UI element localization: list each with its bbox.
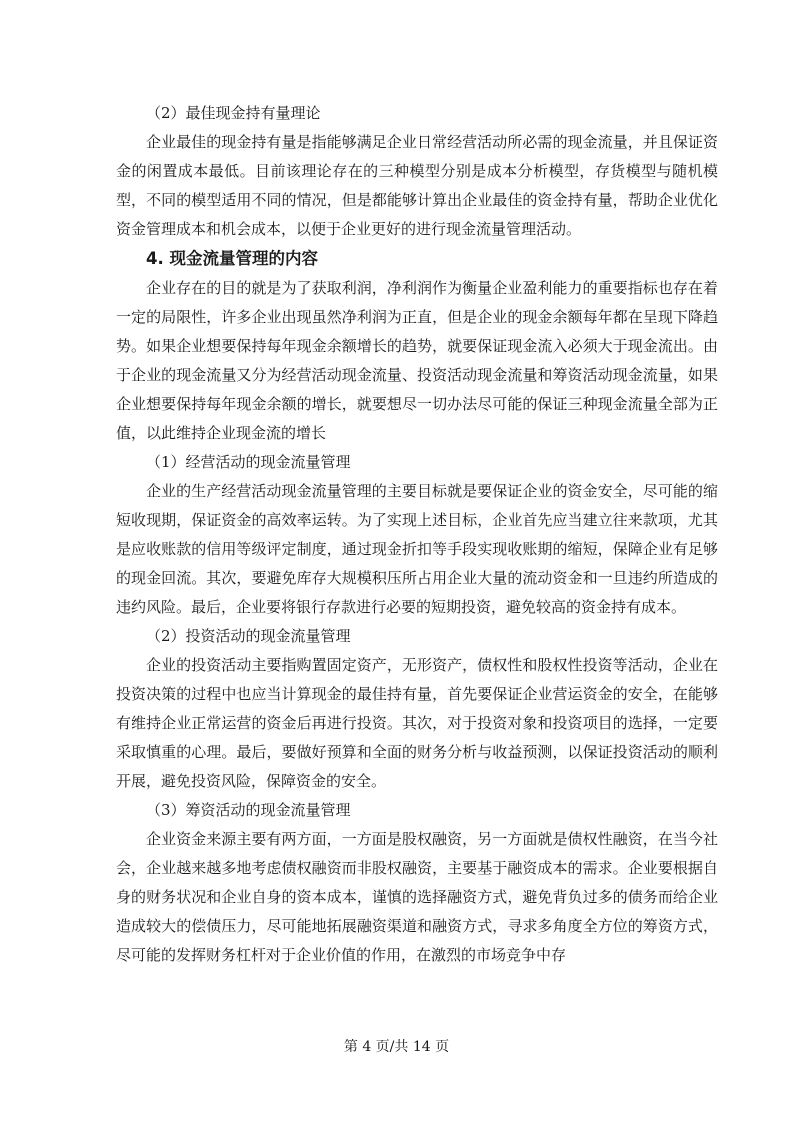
page-number-label: 第 4 页/共 14 页 — [343, 1039, 450, 1055]
subsection-title-investing: （2）投资活动的现金流量管理 — [146, 627, 351, 645]
section-heading-cash-flow-content: 4. 现金流量管理的内容 — [146, 249, 318, 268]
page-footer — [0, 1037, 793, 1057]
subsection-title-financing: （3）筹资活动的现金流量管理 — [146, 801, 351, 819]
paragraph-operating: 企业的生产经营活动现金流量管理的主要目标就是要保证企业的资金安全，尽可能的缩短收现期，保证资金的高效率运转。为了实现上述目标，企业首先应当建立往来款项，尤其是应收账款的信用等级评定制度，通过现金折扣等手段实现收账期的缩短，保障企业有足够的现金回流。其次，要避免库存大规模积压所占用企业大量的流动资金和一旦违约所造成的违约风险。最后，企业要将银行存款进行必要的短期投资，避免较高的资金持有成本。 — [116, 482, 718, 616]
paragraph-optimal-cash-theory: 企业最佳的现金持有量是指能够满足企业日常经营活动所必需的现金流量，并且保证资金的闲置成本最低。目前该理论存在的三种模型分别是成本分析模型，存货模型与随机模型，不同的模型适用不同的情况，但是都能够计算出企业最佳的资金持有量，帮助企业优化资金管理成本和机会成本，以便于企业更好的进行现金流量管理活动。 — [116, 133, 718, 238]
paragraph-investing: 企业的投资活动主要指购置固定资产，无形资产，债权性和股权性投资等活动，企业在投资决策的过程中也应当计算现金的最佳持有量，首先要保证企业营运资金的安全，在能够有维持企业正常运营的资金后再进行投资。其次，对于投资对象和投资项目的选择，一定要采取慎重的心理。最后，要做好预算和全面的财务分析与收益预测，以保证投资活动的顺利开展，避免投资风险，保障资金的安全。 — [116, 656, 718, 790]
page-content — [116, 99, 718, 970]
paragraph-financing: 企业资金来源主要有两方面，一方面是股权融资，另一方面就是债权性融资，在当今社会，企业越来越多地考虑债权融资而非股权融资，主要基于融资成本的需求。企业要根据自身的财务状况和企业自身的资本成本，谨慎的选择融资方式，避免背负过多的债务而给企业造成较大的偿债压力，尽可能地拓展融资渠道和融资方式，寻求多角度全方位的筹资方式，尽可能的发挥财务杠杆对于企业价值的作用，在激烈的市场竞争中存 — [116, 830, 718, 964]
paragraph-cash-flow-content: 企业存在的目的就是为了获取利润，净利润作为衡量企业盈利能力的重要指标也存在着一定的局限性，许多企业出现虽然净利润为正直，但是企业的现金余额每年都在呈现下降趋势。如果企业想要保持每年现金余额增长的趋势，就要保证现金流入必须大于现金流出。由于企业的现金流量又分为经营活动现金流量、投资活动现金流量和筹资活动现金流量，如果企业想要保持每年现金余额的增长，就要想尽一切办法尽可能的保证三种现金流量全部为正值，以此维持企业现金流的增长 — [116, 279, 718, 442]
subsection-title-optimal-cash-theory: （2）最佳现金持有量理论 — [146, 104, 321, 122]
subsection-title-operating: （1）经营活动的现金流量管理 — [146, 453, 351, 471]
